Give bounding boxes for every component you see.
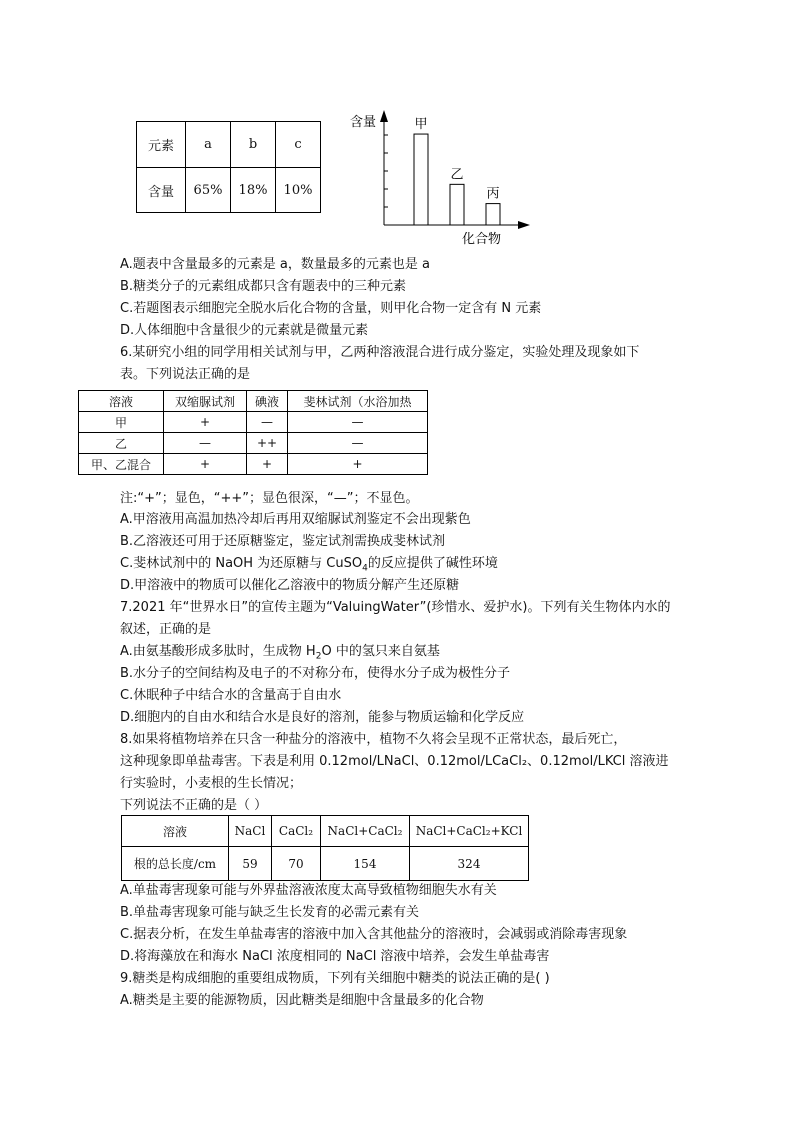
- reagent-test-table: [78, 390, 428, 475]
- q5-option-a: A.题表中含量最多的元素是 a，数量最多的元素也是 a: [120, 257, 430, 272]
- q8-stem-line-1: 8.如果将植物培养在只含一种盐分的溶液中，植物不久将会呈现不正常状态，最后死亡，: [120, 732, 627, 747]
- q8-stem-line-4: 下列说法不正确的是（ ）: [120, 798, 268, 813]
- q7-option-d: D.细胞内的自由水和结合水是良好的溶剂，能参与物质运输和化学反应: [120, 710, 525, 725]
- subscript: 2: [315, 651, 322, 662]
- table-cell: —: [288, 433, 428, 454]
- bar-label-2: 丙: [486, 186, 500, 202]
- q8-option-a: A.单盐毒害现象可能与外界盐溶液浓度太高导致植物细胞失水有关: [120, 883, 497, 898]
- q5-option-d: D.人体细胞中含量很少的元素就是微量元素: [120, 323, 369, 338]
- q6-option-c: [120, 555, 498, 573]
- q6-option-d: D.甲溶液中的物质可以催化乙溶液中的物质分解产生还原糖: [120, 578, 460, 593]
- table-header-cell: NaCl+CaCl₂: [321, 816, 410, 847]
- table-cell: 70: [272, 847, 321, 881]
- table-cell: 59: [229, 847, 272, 881]
- table-header-cell: 溶液: [122, 816, 229, 847]
- q8-option-d: D.将海藻放在和海水 NaCl 浓度相同的 NaCl 溶液中培养，会发生单盐毒害: [120, 949, 550, 964]
- table-cell: 甲、乙混合: [79, 454, 164, 475]
- q8-option-b: B.单盐毒害现象可能与缺乏生长发育的必需元素有关: [120, 905, 420, 920]
- table-cell: +: [288, 454, 428, 475]
- text-run: O 中的氢只来自氨基: [321, 644, 440, 659]
- table-cell: 10%: [276, 168, 321, 213]
- q7-stem-line-1: 7.2021 年“世界水日”的宣传主题为“ValuingWater”(珍惜水、爱护水)。下列有关生物体内水的: [120, 600, 671, 615]
- q6-option-a: A.甲溶液用高温加热冷却后再用双缩脲试剂鉴定不会出现紫色: [120, 512, 471, 527]
- table-header-cell: 双缩脲试剂: [164, 391, 247, 412]
- y-axis-arrow: [380, 110, 388, 122]
- table-cell: +: [247, 454, 288, 475]
- q8-stem-line-2: 这种现象即单盐毒害。下表是利用 0.12mol/LNaCl、0.12mol/LCaCl₂、0.12mol/LKCl 溶液进: [120, 754, 669, 769]
- table-header-cell: 碘液: [247, 391, 288, 412]
- salt-growth-table: [121, 815, 529, 881]
- q9-stem: 9.糖类是构成细胞的重要组成物质，下列有关细胞中糖类的说法正确的是( ): [120, 971, 550, 986]
- q7-option-b: B.水分子的空间结构及电子的不对称分布，使得水分子成为极性分子: [120, 666, 511, 681]
- y-axis-label: 含量: [350, 115, 377, 130]
- table-cell: 154: [321, 847, 410, 881]
- element-content-table: [136, 121, 321, 213]
- q9-option-a: A.糖类是主要的能源物质，因此糖类是细胞中含量最多的化合物: [120, 993, 484, 1008]
- text-run: A.由氨基酸形成多肽时，生成物 H: [120, 644, 316, 659]
- bar-2: [486, 204, 500, 225]
- x-axis-arrow: [518, 221, 530, 229]
- table-cell: 乙: [79, 433, 164, 454]
- table-header-cell: NaCl+CaCl₂+KCl: [410, 816, 529, 847]
- q8-stem-line-3: 行实验时，小麦根的生长情况；: [120, 776, 303, 791]
- table-header-cell: NaCl: [229, 816, 272, 847]
- bar-label-0: 甲: [414, 117, 428, 133]
- q7-stem-line-2: 叙述，正确的是: [120, 622, 212, 637]
- q8-option-c: C.据表分析，在发生单盐毒害的溶液中加入含其他盐分的溶液时，会减弱或消除毒害现象: [120, 927, 628, 942]
- table-cell: —: [288, 412, 428, 433]
- table-header-cell: 溶液: [79, 391, 164, 412]
- q6-stem-line-1: 6.某研究小组的同学用相关试剂与甲，乙两种溶液混合进行成分鉴定，实验处理及现象如下: [120, 345, 640, 360]
- q6-stem-line-2: 表。下列说法正确的是: [120, 367, 251, 382]
- bar-0: [414, 134, 428, 225]
- q5-option-c: C.若题图表示细胞完全脱水后化合物的含量，则甲化合物一定含有 N 元素: [120, 301, 542, 316]
- bar-label-1: 乙: [450, 167, 464, 183]
- bar-1: [450, 184, 464, 225]
- text-run: 的反应提供了碱性环境: [367, 556, 498, 571]
- table-header-cell: 元素: [137, 122, 186, 168]
- table-cell: 甲: [79, 412, 164, 433]
- table-cell: 含量: [137, 168, 186, 213]
- table-cell: +: [164, 412, 247, 433]
- table-cell: 65%: [186, 168, 231, 213]
- x-axis-label: 化合物: [462, 232, 502, 247]
- table-header-cell: CaCl₂: [272, 816, 321, 847]
- table-cell: —: [247, 412, 288, 433]
- table-cell: ++: [247, 433, 288, 454]
- table-header-cell: b: [231, 122, 276, 168]
- text-run: C.斐林试剂中的 NaOH 为还原糖与 CuSO: [120, 556, 363, 571]
- q7-option-c: C.休眠种子中结合水的含量高于自由水: [120, 688, 342, 703]
- table-cell: +: [164, 454, 247, 475]
- q6-note: 注:“+”；显色，“++”；显色很深，“—”；不显色。: [120, 491, 419, 506]
- table-cell: 18%: [231, 168, 276, 213]
- table-header-cell: c: [276, 122, 321, 168]
- q7-option-a: [120, 643, 440, 661]
- table-cell: 324: [410, 847, 529, 881]
- subscript: 4: [362, 563, 368, 574]
- q6-option-b: B.乙溶液还可用于还原糖鉴定，鉴定试剂需换成斐林试剂: [120, 534, 446, 549]
- table-cell: —: [164, 433, 247, 454]
- q5-option-b: B.糖类分子的元素组成都只含有题表中的三种元素: [120, 279, 407, 294]
- table-header-cell: 斐林试剂（水浴加热: [288, 391, 428, 412]
- table-cell: 根的总长度/cm: [122, 847, 229, 881]
- compound-content-chart: [340, 100, 540, 250]
- table-header-cell: a: [186, 122, 231, 168]
